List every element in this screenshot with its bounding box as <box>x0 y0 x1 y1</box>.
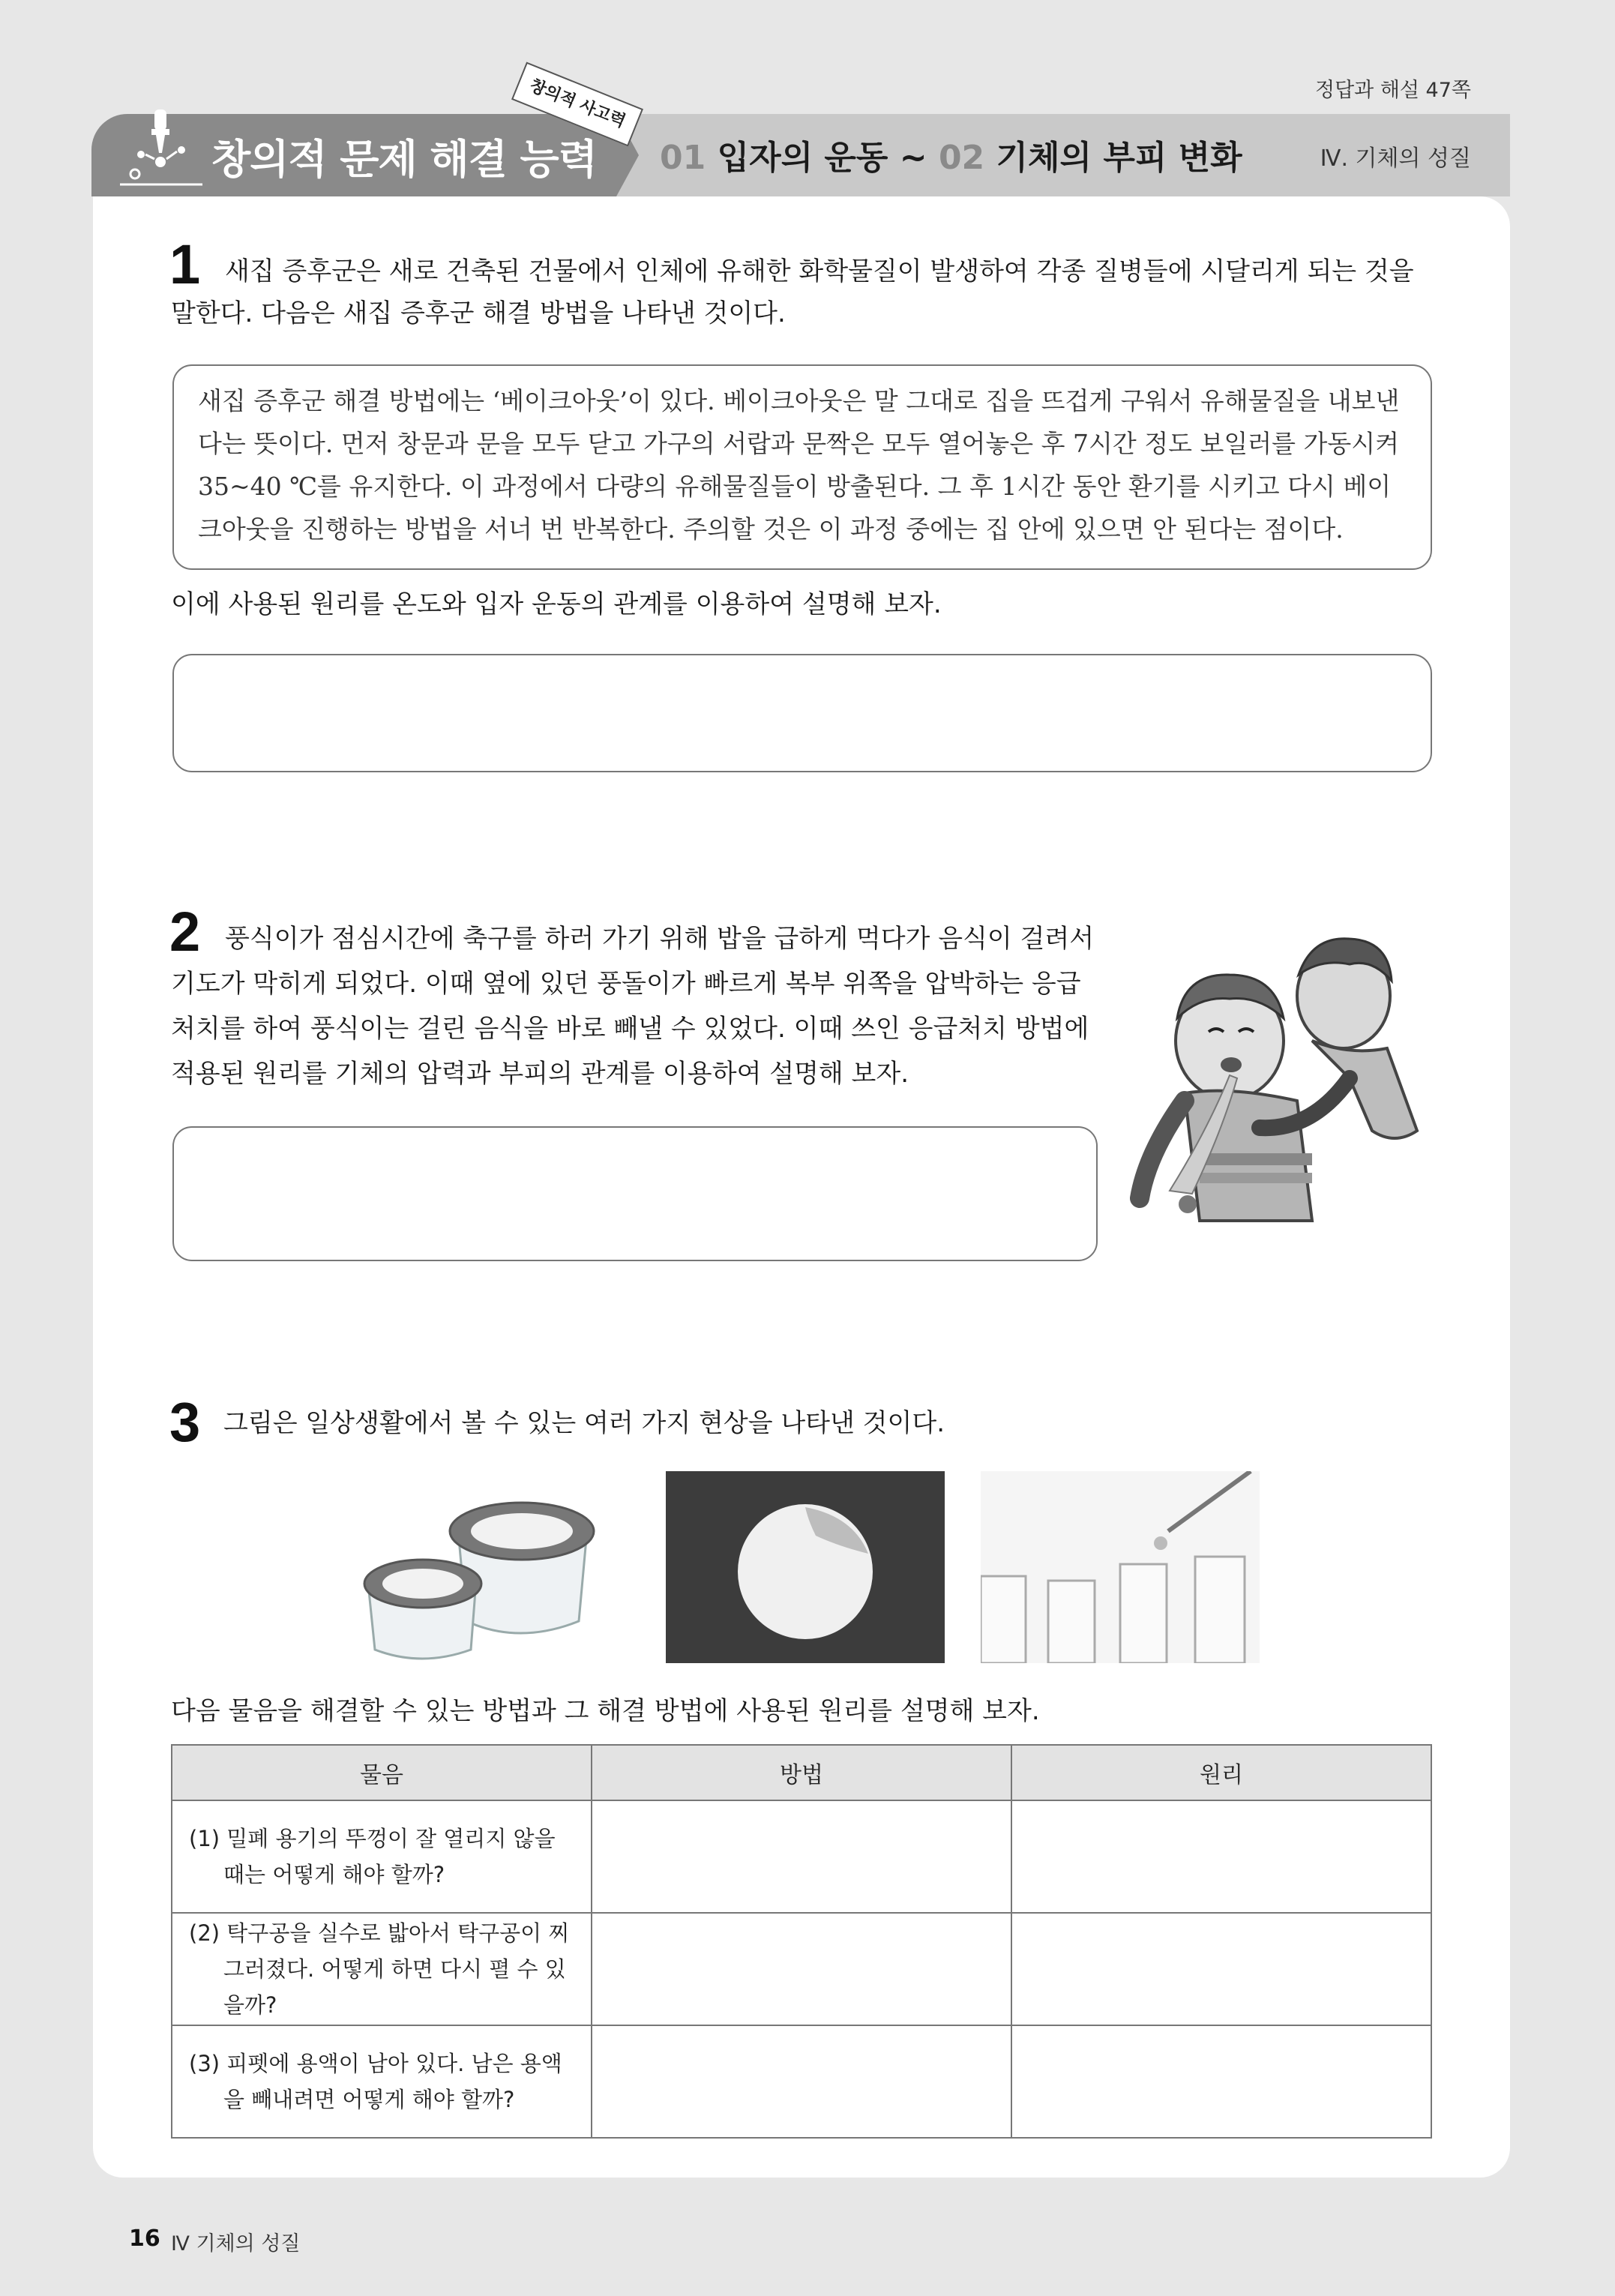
table-question-cell <box>172 1913 592 2025</box>
question-item: (2) 탁구공을 실수로 밟아서 탁구공이 찌그러졌다. 어떻게 하면 다시 펼 수 있을까? <box>189 1920 570 2018</box>
question-1-prompt: 이에 사용된 원리를 온도와 입자 운동의 관계를 이용하여 설명해 보자. <box>171 589 942 619</box>
creative-thinking-badge: 창의적 사고력 <box>511 61 643 146</box>
principle-answer-cell[interactable] <box>1011 1913 1431 2025</box>
table-row <box>172 2025 1431 2138</box>
unit-label: Ⅳ. 기체의 성질 <box>1320 145 1471 172</box>
principle-answer-cell[interactable] <box>1011 2025 1431 2138</box>
answer-reference: 정답과 해설 47쪽 <box>1314 79 1471 102</box>
footer-unit: Ⅳ 기체의 성질 <box>171 2232 301 2256</box>
table-header-question: 물음 <box>172 1745 592 1800</box>
sealed-containers-photo <box>361 1471 606 1663</box>
page-number: 16 <box>129 2226 160 2252</box>
principle-answer-cell[interactable] <box>1011 1800 1431 1913</box>
question-3-number: 3 <box>169 1391 201 1453</box>
method-answer-cell[interactable] <box>592 1800 1011 1913</box>
table-header-principle: 원리 <box>1011 1745 1431 1800</box>
heimlich-maneuver-illustration <box>1125 906 1438 1236</box>
question-1-passage-box <box>172 364 1432 570</box>
table-row <box>172 1913 1431 2025</box>
question-2-number: 2 <box>169 901 201 963</box>
chapter-start-number: 01 <box>660 139 706 177</box>
table-question-cell <box>172 1800 592 1913</box>
question-1-passage: 새집 증후군 해결 방법에는 ‘베이크아웃’이 있다. 베이크아웃은 말 그대로 집을 뜨겁게 구워서 유해물질을 내보낸다는 뜻이다. 먼저 창문과 문을 모두 닫고 가구의 서랍과 문짝은 모두 열어놓은 후 7시간 정도 보일러를 가동시켜 35~40 ℃를 유지한다. 이 과정에서 다량의 유해물질들이 방출된다. 그 후 1시간 동안 환기를 시키고 다시 베이크아웃을 진행하는 방법을 서너 번 반복한다. 주의할 것은 이 과정 중에는 집 안에 있으면 안 된다는 점이다. <box>198 386 1400 544</box>
dented-ping-pong-ball-photo <box>666 1471 945 1663</box>
pipette-drop-icon <box>112 106 210 189</box>
question-item: (3) 피펫에 용액이 남아 있다. 남은 용액을 빼내려면 어떻게 해야 할까? <box>189 2051 562 2112</box>
section-title: 창의적 문제 해결 능력 <box>211 136 597 183</box>
method-answer-cell[interactable] <box>592 2025 1011 2138</box>
question-1-answer-box[interactable] <box>172 654 1432 772</box>
question-3-prompt: 다음 물음을 해결할 수 있는 방법과 그 해결 방법에 사용된 원리를 설명해 보자. <box>171 1696 1040 1726</box>
pipette-test-tubes-photo <box>981 1471 1260 1663</box>
question-2-answer-box[interactable] <box>172 1126 1098 1261</box>
question-1-number: 1 <box>169 233 201 295</box>
table-question-cell <box>172 2025 592 2138</box>
chapter-end-title: 기체의 부피 변화 <box>996 139 1242 177</box>
table-row <box>172 1800 1431 1913</box>
method-answer-cell[interactable] <box>592 1913 1011 2025</box>
question-3-text: 그림은 일상생활에서 볼 수 있는 여러 가지 현상을 나타낸 것이다. <box>223 1408 945 1438</box>
question-2-text: 풍식이가 점심시간에 축구를 하러 가기 위해 밥을 급하게 먹다가 음식이 걸려서 기도가 막히게 되었다. 이때 옆에 있던 풍돌이가 빠르게 복부 위쪽을 압박하는 응급처치를 하여 풍식이는 걸린 음식을 바로 빼낼 수 있었다. 이때 쓰인 응급처치 방법에 적용된 원리를 기체의 압력과 부피의 관계를 이용하여 설명해 보자. <box>171 924 1095 1089</box>
chapter-range <box>660 130 1242 178</box>
chapter-end-number: 02 <box>938 139 985 177</box>
table-header-method: 방법 <box>592 1745 1011 1800</box>
chapter-start-title: 입자의 운동 <box>717 139 888 177</box>
range-separator: ~ <box>899 139 927 177</box>
question-3-table <box>171 1744 1432 2139</box>
question-item: (1) 밀폐 용기의 뚜껑이 잘 열리지 않을 때는 어떻게 해야 할까? <box>189 1826 556 1887</box>
question-1-text: 새집 증후군은 새로 건축된 건물에서 인체에 유해한 화학물질이 발생하여 각종 질병들에 시달리게 되는 것을 말한다. 다음은 새집 증후군 해결 방법을 나타낸 것이다. <box>171 256 1414 328</box>
